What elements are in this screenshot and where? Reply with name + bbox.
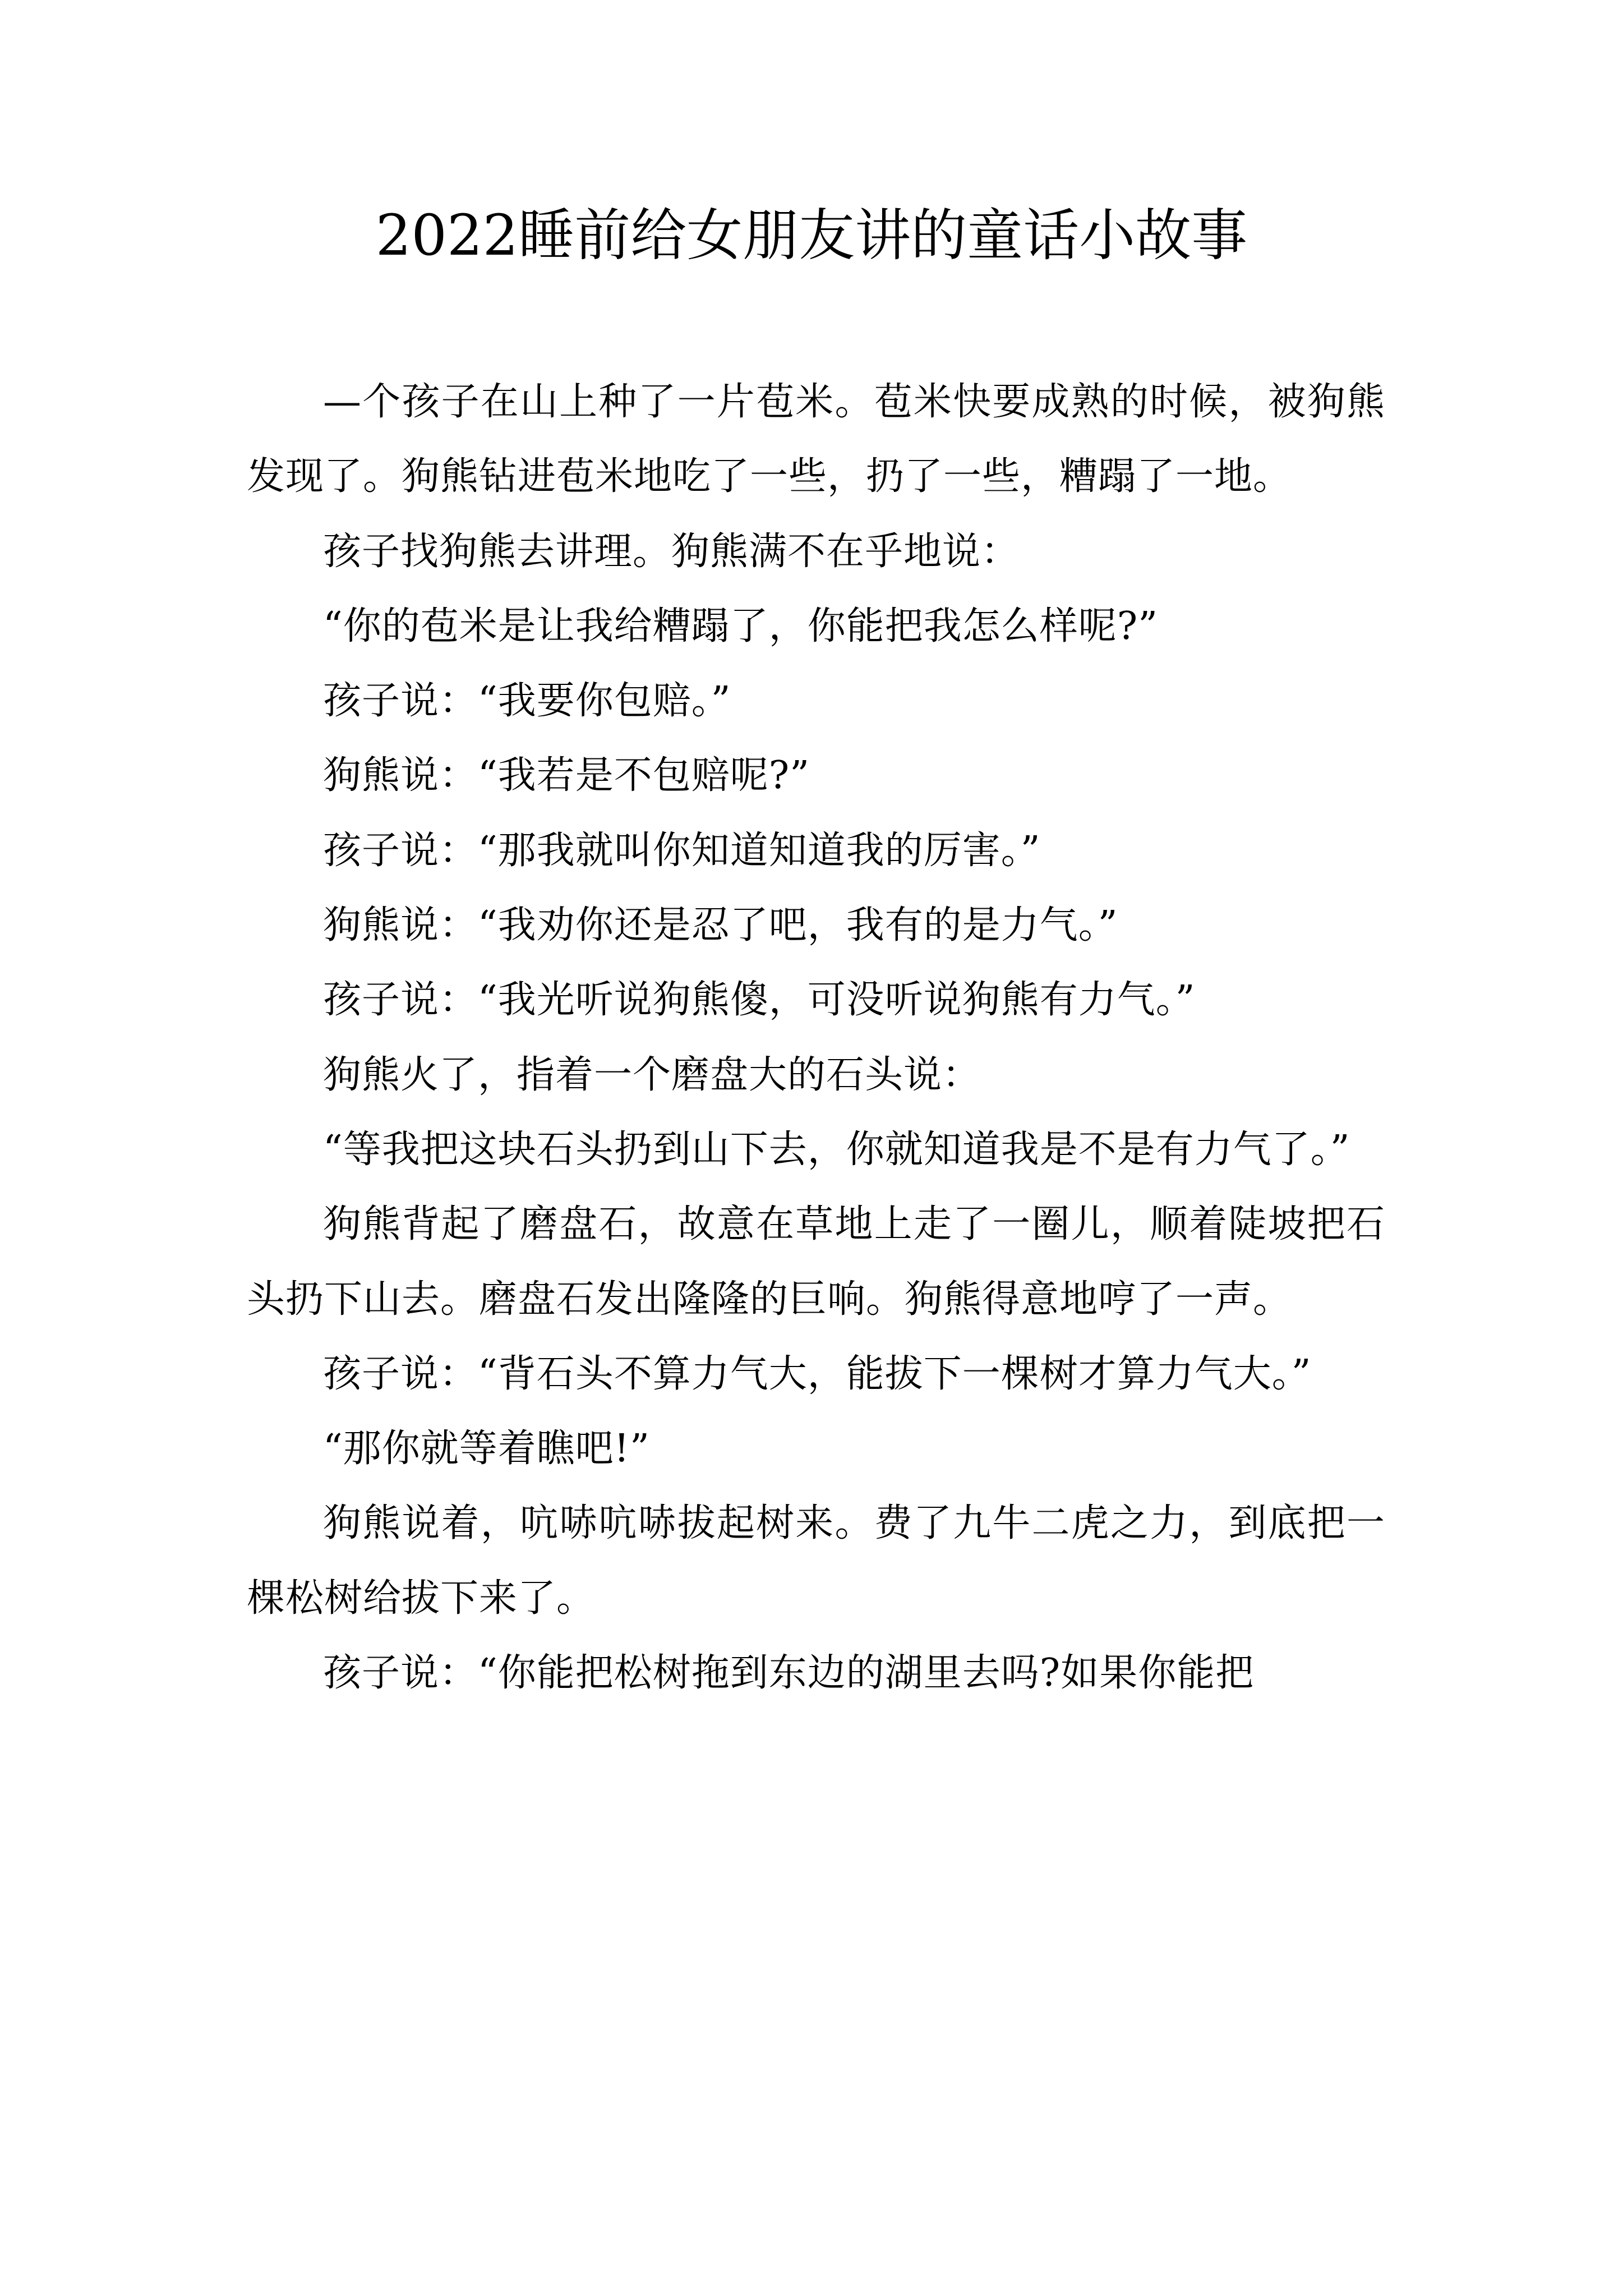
paragraph: 孩子说：“你能把松树拖到东边的湖里去吗?如果你能把	[323, 1651, 1255, 1696]
paragraph: 孩子找狗熊去讲理。狗熊满不在乎地说：	[323, 529, 1020, 574]
paragraph: 孩子说：“背石头不算力气大，能拔下一棵树才算力气大。”	[323, 1351, 1312, 1396]
paragraph: 狗熊背起了磨盘石，故意在草地上走了一圈儿，顺着陡坡把石头扔下山去。磨盘石发出隆隆的巨响。狗熊得意地哼了一声。	[247, 1202, 1385, 1322]
story-body	[247, 365, 1385, 1710]
paragraph: “你的苞米是让我给糟蹋了，你能把我怎么样呢?”	[323, 604, 1158, 648]
paragraph: 孩子说：“我光听说狗熊傻，可没听说狗熊有力气。”	[323, 978, 1196, 1023]
paragraph: 孩子说：“我要你包赔。”	[323, 679, 731, 724]
paragraph: “那你就等着瞧吧!”	[323, 1427, 650, 1471]
paragraph: 狗熊说：“我劝你还是忍了吧，我有的是力气。”	[323, 903, 1118, 948]
paragraph: 狗熊火了，指着一个磨盘大的石头说：	[323, 1052, 981, 1097]
paragraph: 孩子说：“那我就叫你知道知道我的厉害。”	[323, 828, 1041, 873]
paragraph: —个孩子在山上种了一片苞米。苞米快要成熟的时候，被狗熊发现了。狗熊钻进苞米地吃了一些，扔了一些，糟蹋了一地。	[247, 380, 1385, 499]
document-title: 2022睡前给女朋友讲的童话小故事	[375, 203, 1248, 268]
paragraph: “等我把这块石头扔到山下去，你就知道我是不是有力气了。”	[323, 1127, 1350, 1172]
paragraph: 狗熊说：“我若是不包赔呢?”	[323, 753, 810, 798]
paragraph: 狗熊说着，吭哧吭哧拔起树来。费了九牛二虎之力，到底把一棵松树给拔下来了。	[247, 1501, 1385, 1621]
